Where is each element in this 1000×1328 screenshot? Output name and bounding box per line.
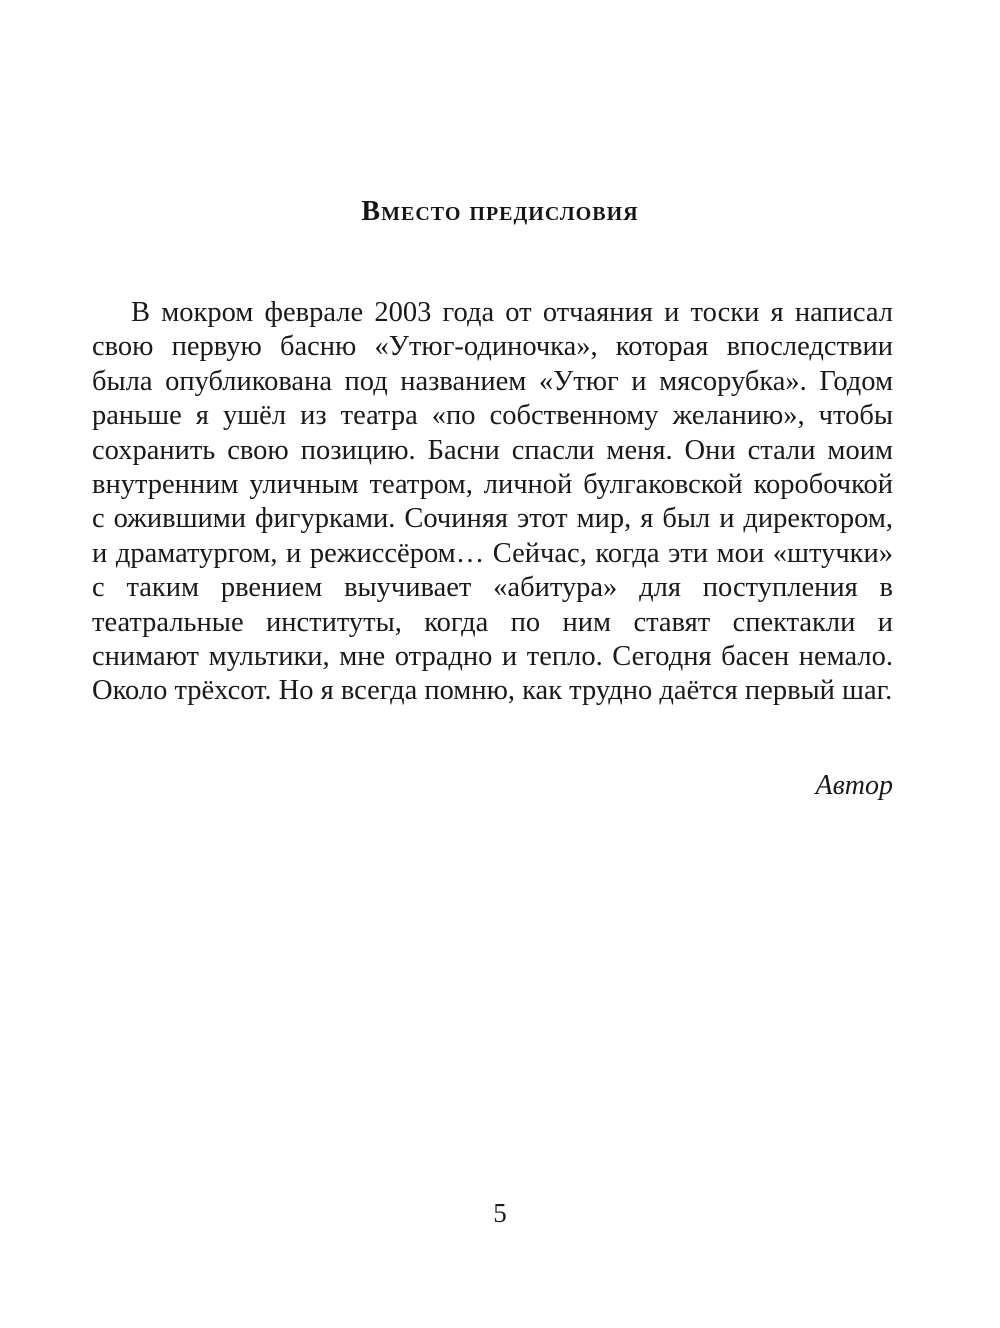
preface-paragraph: В мокром феврале 2003 года от отчаяния и тоски я написал свою первую басню «Утюг-одиночка», которая впоследствии была опубликована под названием «Утюг и мясорубка». Годом раньше я ушёл из театра «по собственному желанию», чтобы сохранить свою позицию. Басни спасли меня. Они стали моим внутренним уличным театром, личной булгаковской коробочкой с ожившими фигурками. Сочиняя этот мир, я был и директором, и драматургом, и режиссёром… Сейчас, когда эти мои «штучки» с таким рвением выучивает «абитура» для поступления в театральные институты, когда по ним ставят спектакли и снимают мультики, мне отрадно и тепло. Сегодня басен немало. Около трёхсот. Но я всегда помню, как трудно даётся первый шаг.: [92, 297, 893, 707]
author-signature: Автор: [815, 770, 893, 801]
page-number: 5: [493, 1198, 507, 1228]
page-title: Вместо предисловия: [361, 196, 639, 227]
